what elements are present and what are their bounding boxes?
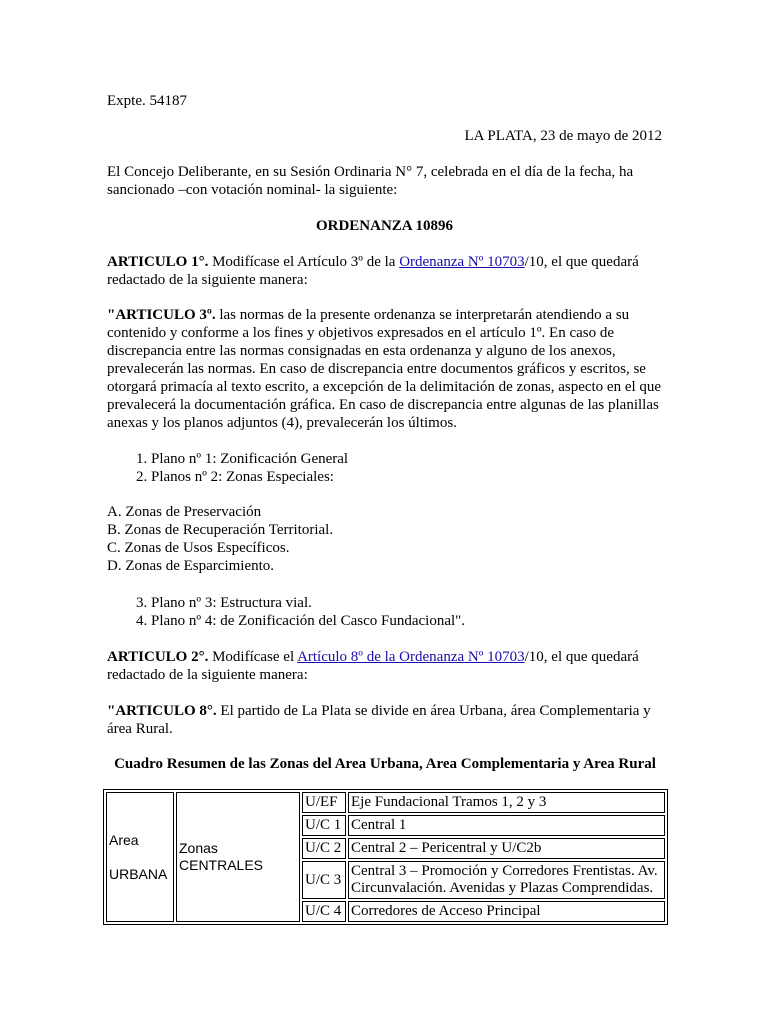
zone-code: U/C 4 (302, 901, 346, 922)
zone-description: Central 1 (348, 815, 665, 836)
zone-description: Central 2 – Pericentral y U/C2b (348, 838, 665, 859)
expediente-number: Expte. 54187 (107, 93, 187, 109)
zona-recuperacion-item: B. Zonas de Recuperación Territorial. (107, 522, 334, 538)
plano-4-item: 4. Plano nº 4: de Zonificación del Casco Fundacional". (151, 612, 706, 630)
articulo-1-label: ARTICULO 1°. (107, 254, 209, 270)
intro-paragraph: El Concejo Deliberante, en su Sesión Ordinaria N° 7, celebrada en el día de la fecha, ha sancionado –con votación nominal- la siguiente: (107, 164, 634, 198)
zonas-centrales-cell: Zonas CENTRALES (176, 792, 300, 922)
articulo-2-paragraph: ARTICULO 2°. Modifícase el Artículo 8º de la Ordenanza Nº 10703/10, el que quedará redactado de la siguiente manera: (107, 649, 639, 683)
date-line: LA PLATA, 23 de mayo de 2012 (464, 128, 662, 144)
zonas-especiales-list (107, 503, 662, 575)
ordenanza-10703-link[interactable]: Ordenanza Nº 10703 (399, 254, 525, 270)
zone-code: U/EF (302, 792, 346, 813)
articulo-3-label: "ARTICULO 3º. (107, 307, 216, 323)
area-urbana-cell: Area URBANA (106, 792, 174, 922)
ordenanza-title: ORDENANZA 10896 (315, 218, 454, 234)
zone-code: U/C 2 (302, 838, 346, 859)
zone-description: Corredores de Acceso Principal (348, 901, 665, 922)
zona-esparcimiento-item: D. Zonas de Esparcimiento. (107, 558, 275, 574)
articulo-2-label: ARTICULO 2°. (107, 649, 209, 665)
plano-3-item: 3. Plano nº 3: Estructura vial. (151, 594, 706, 612)
zone-code: U/C 3 (302, 861, 346, 899)
zona-preservacion-item: A. Zonas de Preservación (107, 504, 262, 520)
articulo-8-paragraph: "ARTICULO 8°. El partido de La Plata se divide en área Urbana, área Complementaria y área Rural. (107, 703, 651, 737)
articulo-1-paragraph: ARTICULO 1°. Modifícase el Artículo 3º de la Ordenanza Nº 10703/10, el que quedará redactado de la siguiente manera: (107, 254, 639, 288)
articulo-8-label: "ARTICULO 8°. (107, 703, 217, 719)
zone-code: U/C 1 (302, 815, 346, 836)
plano-2-item: 2. Planos nº 2: Zonas Especiales: (151, 468, 706, 486)
zones-summary-table (103, 789, 668, 925)
planos-list-2 (107, 594, 706, 630)
zone-description: Eje Fundacional Tramos 1, 2 y 3 (348, 792, 665, 813)
articulo-3-paragraph: "ARTICULO 3º. las normas de la presente ordenanza se interpretarán atendiendo a su contenido y conforme a los fines y objetivos expresados en el artículo 1º. En caso de discrepancia entre las normas consignadas en esta ordenanza y alguno de los anexos, prevalecerán las normas. En caso de discrepancia entre documentos gráficos y escritos, se otorgará primacía al texto escrito, a excepción de la delimitación de zonas, aspecto en el que prevalecerá la documentación gráfica. En caso de discrepancia entre algunas de las planillas anexas y los planos adjuntos (4), prevalecerán los últimos. (107, 307, 662, 431)
table-row (106, 792, 665, 813)
articulo-8-link[interactable]: Artículo 8º de la Ordenanza Nº 10703 (297, 649, 525, 665)
planos-list-1 (107, 450, 706, 486)
cuadro-resumen-title: Cuadro Resumen de las Zonas del Area Urbana, Area Complementaria y Area Rural (114, 756, 656, 772)
plano-1-item: 1. Plano nº 1: Zonificación General (151, 450, 706, 468)
zona-usos-item: C. Zonas de Usos Específicos. (107, 540, 290, 556)
zone-description: Central 3 – Promoción y Corredores Frentistas. Av. Circunvalación. Avenidas y Plazas Comprendidas. (348, 861, 665, 899)
